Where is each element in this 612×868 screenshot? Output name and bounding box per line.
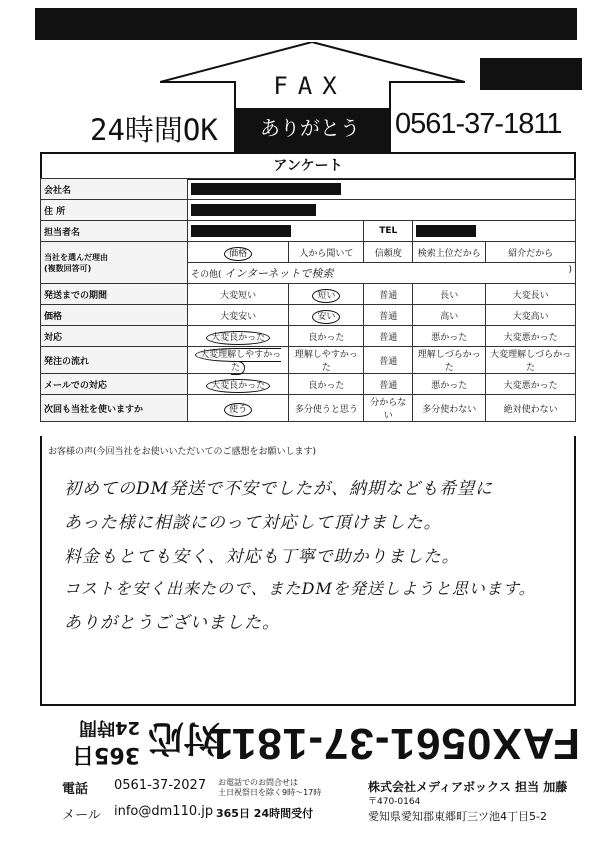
rating-option-label: 長い (440, 290, 459, 301)
footer-tel-note: お電話でのお問合せは 土日祝祭日を除く9時〜17時 (218, 778, 322, 797)
rating-option[interactable] (289, 284, 364, 305)
rating-option[interactable] (289, 326, 364, 347)
rating-option[interactable] (364, 305, 413, 326)
rating-label: 次回も当社を使いますか (41, 395, 188, 422)
redaction-block (191, 183, 341, 195)
rating-option[interactable] (188, 305, 289, 326)
rating-option-label: 安い (312, 310, 340, 324)
rating-option-label: 普通 (379, 380, 398, 391)
rating-option[interactable] (364, 347, 413, 374)
rating-option-label: 大変良かった (206, 331, 270, 345)
rating-row (41, 374, 576, 395)
redaction-block (191, 225, 291, 237)
rating-option[interactable] (413, 284, 486, 305)
reason-option[interactable]: 信頼度 (364, 242, 413, 263)
rating-option-label: 大変良かった (206, 379, 270, 393)
contact-field[interactable] (188, 221, 364, 242)
comments-box (40, 436, 576, 706)
fax-word: FAX (273, 72, 347, 100)
rating-label: 価格 (41, 305, 188, 326)
hours-ok-text: 24時間OK (90, 113, 218, 147)
rating-option-label: 理解しやすかった (294, 350, 358, 373)
contact-label: 担当者名 (41, 221, 188, 242)
rating-option[interactable] (413, 395, 486, 422)
rating-option[interactable] (289, 347, 364, 374)
rating-option-label: 普通 (379, 311, 398, 322)
fax-number-top: 0561-37-1811 (395, 108, 562, 140)
rating-option-label: 理解しづらかった (417, 350, 481, 373)
redaction-block (416, 225, 476, 237)
rating-option-label: 多分使うと思う (294, 404, 358, 415)
address-row (41, 200, 576, 221)
comment-line: 料金もとても安く、対応も丁寧で助かりました。 (64, 547, 460, 567)
rating-option-label: 悪かった (431, 380, 468, 391)
footer-company: 株式会社メディアボックス 担当 加藤 (368, 780, 568, 794)
rating-option-label: 分からない (370, 398, 407, 421)
comment-line: コストを安く出来たので、またDMを発送しようと思います。 (64, 579, 536, 598)
rating-option-label: 悪かった (431, 332, 468, 343)
rating-option[interactable] (364, 395, 413, 422)
rating-option-label: 大変理解しづらかった (490, 350, 572, 373)
survey-title: アンケート (40, 152, 576, 180)
rating-option-label: 普通 (379, 356, 398, 367)
rating-option[interactable] (188, 395, 289, 422)
rating-option[interactable] (413, 347, 486, 374)
rating-option-label: 多分使わない (422, 404, 477, 415)
rating-option-label: 大変高い (512, 311, 549, 322)
rating-option[interactable] (486, 326, 576, 347)
reason-option[interactable]: 人から聞いて (289, 242, 364, 263)
contact-row (41, 221, 576, 242)
redaction-block (191, 204, 316, 216)
rating-option-label: 大変悪かった (503, 380, 558, 391)
rating-option[interactable] (413, 374, 486, 395)
rating-option[interactable] (413, 305, 486, 326)
rating-option[interactable] (188, 284, 289, 305)
reason-other-close: ) (568, 265, 572, 275)
rating-label: 対応 (41, 326, 188, 347)
reason-label: 当社を選んだ理由 (複数回答可) (41, 242, 188, 284)
rating-option-label: 普通 (379, 290, 398, 301)
banner-365: 365日 (72, 742, 140, 767)
company-row (41, 179, 576, 200)
rating-option-label: 短い (312, 289, 340, 303)
rating-option[interactable] (413, 326, 486, 347)
rating-option-label: 大変安い (220, 311, 257, 322)
footer-tel-label: 電話 (62, 782, 89, 797)
rating-option-label: 絶対使わない (503, 404, 558, 415)
reason-other-field[interactable] (188, 263, 576, 284)
rating-option-label: 良かった (308, 332, 345, 343)
banner-taiou: 対応 (147, 717, 220, 758)
comment-line: ありがとうございました。 (64, 613, 280, 633)
rating-option-label: 大変理解しやすかった (195, 348, 281, 375)
rating-option-label: 大変悪かった (503, 332, 558, 343)
banner-24h: 24時間 (78, 717, 140, 738)
redaction-bar-top (35, 8, 577, 40)
rating-option[interactable] (364, 374, 413, 395)
bottom-banner-upside-down (60, 712, 580, 772)
rating-option-label: 使う (224, 403, 252, 417)
rating-option-label: 普通 (379, 332, 398, 343)
tel-label: TEL (364, 221, 413, 242)
address-field[interactable] (188, 200, 576, 221)
rating-label: 発注の流れ (41, 347, 188, 374)
footer-mail-note: 365日 24時間受付 (216, 807, 314, 820)
fax-thanks-text: ありがとう (260, 116, 360, 140)
company-label: 会社名 (41, 179, 188, 200)
rating-label: メールでの対応 (41, 374, 188, 395)
rating-label: 発送までの期間 (41, 284, 188, 305)
rating-option[interactable] (486, 347, 576, 374)
rating-row (41, 395, 576, 422)
comments-heading: お客様の声(今回当社をお使いいただいてのご感想をお願いします) (48, 447, 317, 457)
reason-option[interactable]: 価格 (188, 242, 289, 263)
banner-fax-number: FAX0561-37-1811 (207, 719, 580, 768)
rating-option[interactable] (188, 374, 289, 395)
rating-option[interactable] (364, 326, 413, 347)
comment-line: あった様に相談にのって対応して頂けました。 (64, 513, 442, 533)
footer-mail-label: メール (62, 808, 101, 823)
comment-line: 初めてのDM発送で不安でしたが、納期なども希望に (64, 479, 494, 499)
rating-option[interactable] (486, 284, 576, 305)
rating-option[interactable] (486, 374, 576, 395)
address-label: 住 所 (41, 200, 188, 221)
rating-row (41, 284, 576, 305)
rating-option-label: 高い (440, 311, 459, 322)
redaction-bar-corner (480, 58, 582, 90)
reason-other-value: インターネットで検索 (224, 267, 334, 280)
rating-option[interactable] (289, 374, 364, 395)
rating-row (41, 305, 576, 326)
reason-row (41, 242, 576, 263)
rating-option[interactable] (289, 395, 364, 422)
rating-option[interactable] (486, 395, 576, 422)
reason-option[interactable]: 検索上位だから (413, 242, 486, 263)
rating-option[interactable] (188, 347, 289, 374)
footer-zip: 〒470-0164 (368, 797, 421, 807)
reason-option[interactable]: 紹介だから (486, 242, 576, 263)
footer-mail-value[interactable]: info@dm110.jp (114, 804, 214, 819)
survey-table (40, 178, 576, 422)
tel-field[interactable] (413, 221, 576, 242)
rating-option-label: 良かった (308, 380, 345, 391)
rating-option-label: 大変長い (512, 290, 549, 301)
reason-other-label: その他( (191, 270, 222, 280)
rating-option[interactable] (364, 284, 413, 305)
rating-option-label: 大変短い (220, 290, 257, 301)
company-field[interactable] (188, 179, 576, 200)
footer-address: 愛知県愛知郡東郷町三ツ池4丁目5-2 (368, 810, 547, 823)
rating-row (41, 347, 576, 374)
footer-tel-value[interactable]: 0561-37-2027 (114, 778, 207, 793)
rating-option[interactable] (486, 305, 576, 326)
rating-option[interactable] (289, 305, 364, 326)
rating-option[interactable] (188, 326, 289, 347)
rating-row (41, 326, 576, 347)
